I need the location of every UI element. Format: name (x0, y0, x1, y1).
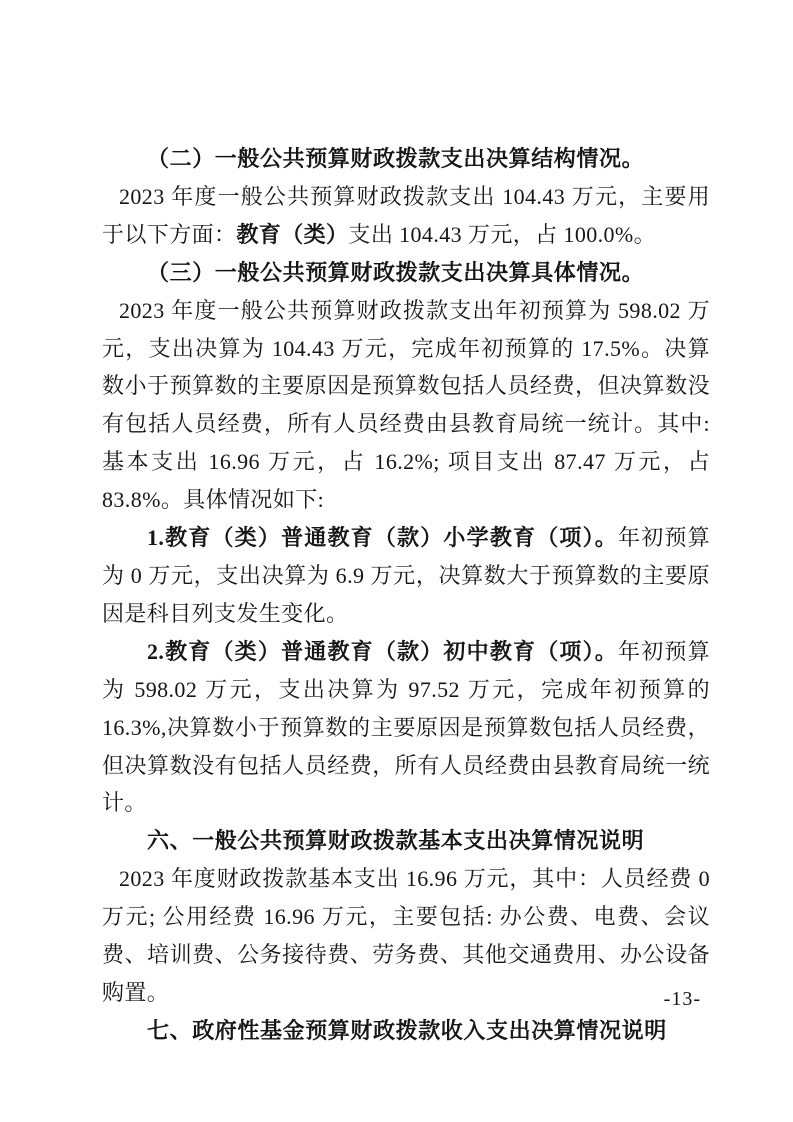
paragraph (102, 519, 710, 633)
bold-text-segment: 六、一般公共预算财政拨款基本支出决算情况说明 (147, 828, 645, 854)
text-segment: 2023 年度一般公共预算财政拨款支出年初预算为 598.02 万元，支出决算为 104.43 万元，完成年初预算的 17.5%。决算数小于预算数的主要原因是预算数包括人员经费，但决算数没有包括人员经费，所有人员经费由县教育局统一统计。其中:基本支出 16.96 万元，占 16.2%; 项目支出 87.47 万元，占 83.8%。具体情况如下: (102, 297, 710, 513)
bold-text-segment: 七、政府性基金预算财政拨款收入支出决算情况说明 (147, 1017, 667, 1043)
text-segment: 年初预算为 598.02 万元，支出决算为 97.52 万元，完成年初预算的 16.3%,决算数小于预算数的主要原因是预算数包括人员经费，但决算数没有包括人员经费，所有人员经费由县教育局统一统计。 (102, 638, 710, 816)
bold-text-segment: 2.教育（类）普通教育（款）初中教育（项）。 (147, 638, 618, 664)
text-segment: 2023 年度一般公共预算财政拨款支出 104.43 万元，主要用于以下方面： (102, 183, 710, 247)
text-segment: 支出 104.43 万元，占 100.0%。 (348, 221, 657, 247)
bold-text-segment: 1.教育（类）普通教育（款）小学教育（项）。 (147, 525, 618, 551)
bold-text-segment: 教育（类） (236, 221, 349, 247)
section-heading (102, 140, 710, 178)
section-heading (102, 1012, 710, 1050)
document-body (102, 140, 710, 1050)
paragraph (102, 860, 710, 1012)
text-segment: 年初预算为 0 万元，支出决算为 6.9 万元，决算数大于预算数的主要原因是科目列支发生变化。 (102, 525, 710, 626)
section-heading (102, 254, 710, 292)
bold-text-segment: （二）一般公共预算财政拨款支出决算结构情况。 (147, 146, 645, 171)
paragraph (102, 178, 710, 254)
section-heading (102, 822, 710, 860)
paragraph (102, 633, 710, 823)
page-number: -13- (663, 988, 701, 1010)
text-segment: 2023 年度财政拨款基本支出 16.96 万元，其中：人员经费 0 万元; 公用经费 16.96 万元，主要包括: 办公费、电费、会议费、培训费、公务接待费、劳务费、其他交通费用、办公设备购置。 (102, 866, 710, 1005)
bold-text-segment: （三）一般公共预算财政拨款支出决算具体情况。 (147, 259, 645, 285)
paragraph (102, 292, 710, 519)
